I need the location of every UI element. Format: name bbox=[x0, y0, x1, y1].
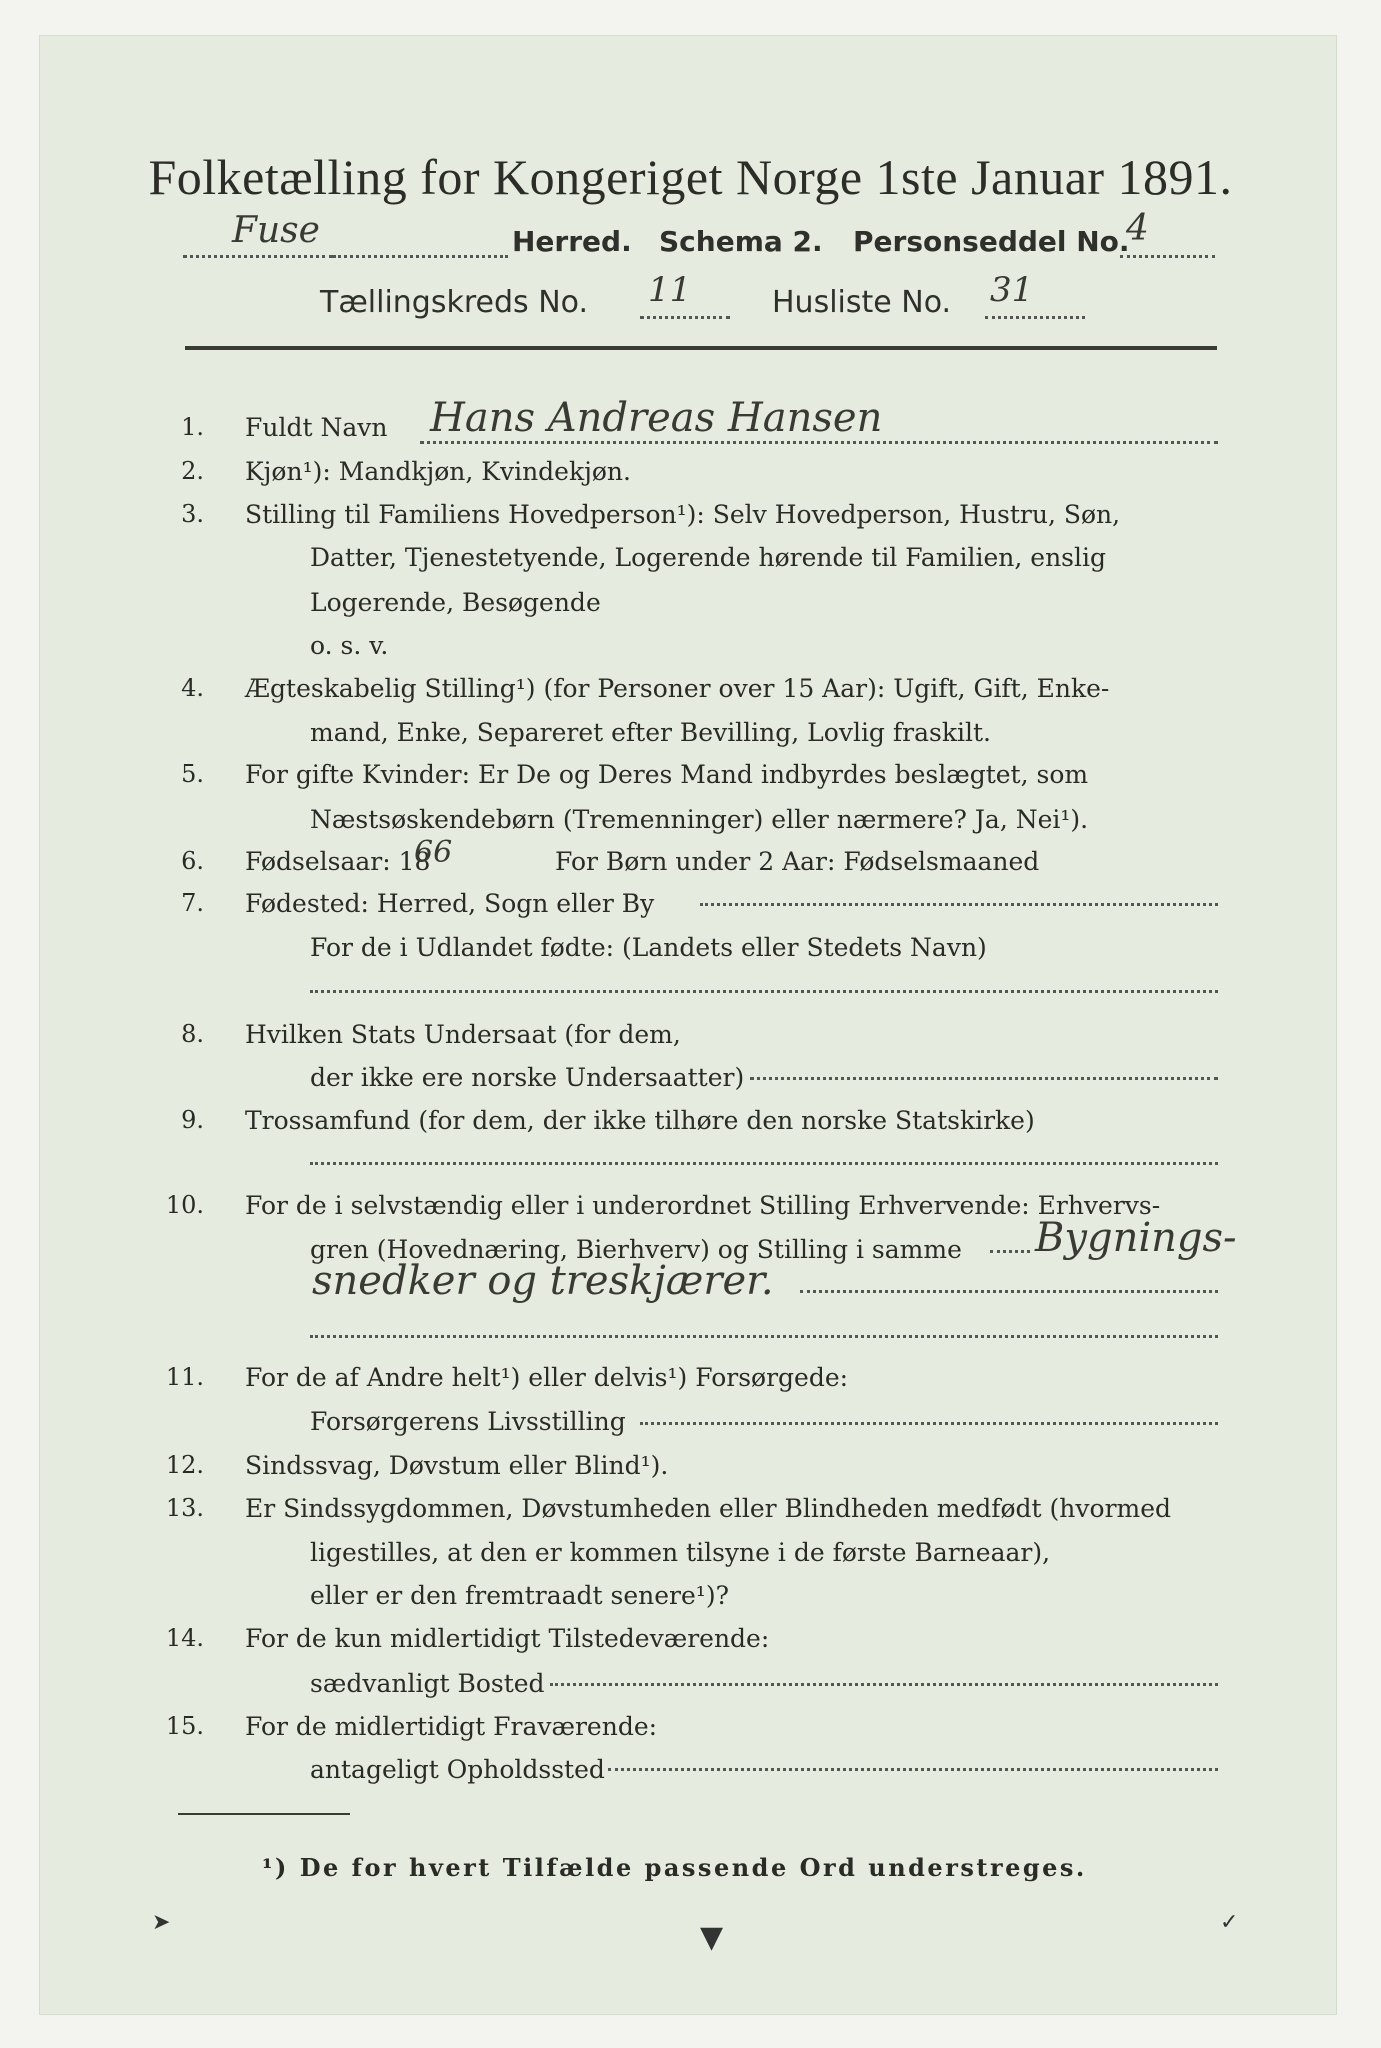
question-text: For de i Udlandet fødte: (Landets eller Stedets Navn) bbox=[310, 933, 987, 962]
question-number: 3. bbox=[181, 500, 204, 528]
question-text: Hvilken Stats Undersaat (for dem, bbox=[245, 1020, 681, 1049]
question-text: Kjøn¹): Mandkjøn, Kvindekjøn. bbox=[245, 457, 631, 486]
answer-dots bbox=[310, 1335, 1218, 1338]
footnote: ¹) De for hvert Tilfælde passende Ord understreges. bbox=[262, 1853, 1087, 1882]
question-number: 2. bbox=[181, 457, 204, 485]
question-number: 9. bbox=[181, 1106, 204, 1134]
question-number: 10. bbox=[165, 1191, 204, 1219]
personseddel-dots bbox=[1120, 255, 1215, 258]
question-text: Forsørgerens Livsstilling bbox=[310, 1407, 626, 1436]
personseddel-value: 4 bbox=[1126, 208, 1149, 249]
schema-label: Schema 2. bbox=[659, 225, 823, 258]
kreds-label: Tællingskreds No. bbox=[320, 285, 588, 320]
header-rule bbox=[185, 346, 1217, 350]
answer-dots bbox=[640, 1422, 1218, 1425]
question-number: 5. bbox=[181, 760, 204, 788]
question-text: Stilling til Familiens Hovedperson¹): Selv Hovedperson, Hustru, Søn, bbox=[245, 500, 1121, 529]
question-text: Logerende, Besøgende bbox=[310, 588, 601, 617]
question-text: For de midlertidigt Fraværende: bbox=[245, 1712, 658, 1741]
question-number: 1. bbox=[181, 413, 204, 441]
corner-mark-right: ✓ bbox=[1220, 1910, 1239, 1935]
question-text: Sindssvag, Døvstum eller Blind¹). bbox=[245, 1451, 669, 1480]
husliste-dots bbox=[985, 316, 1085, 319]
question-number: 4. bbox=[181, 674, 204, 702]
question-text: gren (Hovednæring, Bierhverv) og Stilling i samme bbox=[310, 1235, 962, 1264]
herred-label: Herred. bbox=[512, 225, 632, 258]
question-number: 14. bbox=[165, 1624, 204, 1652]
question-text: mand, Enke, Separeret efter Bevilling, Lovlig fraskilt. bbox=[310, 718, 991, 747]
question-text: For de i selvstændig eller i underordnet Stilling Erhvervende: Erhvervs- bbox=[245, 1191, 1161, 1220]
question-number: 13. bbox=[165, 1494, 204, 1522]
answer-dots bbox=[608, 1768, 1218, 1771]
question-text: sædvanligt Bosted bbox=[310, 1669, 545, 1698]
question-number: 8. bbox=[181, 1020, 204, 1048]
answer-dots bbox=[420, 441, 1218, 444]
question-text: der ikke ere norske Undersaatter) bbox=[310, 1063, 745, 1092]
question-number: 6. bbox=[181, 847, 204, 875]
herred-dots bbox=[183, 255, 333, 258]
answer-dots bbox=[550, 1683, 1218, 1686]
handwritten-answer: 66 bbox=[414, 835, 453, 870]
kreds-dots bbox=[640, 316, 730, 319]
question-text: o. s. v. bbox=[310, 631, 389, 660]
handwritten-answer: Bygnings- bbox=[1035, 1215, 1237, 1261]
question-text: Fuldt Navn bbox=[245, 413, 388, 442]
personseddel-label: Personseddel No. bbox=[853, 225, 1130, 258]
question-text: Datter, Tjenestetyende, Logerende hørende til Familien, enslig bbox=[310, 543, 1107, 572]
question-text: eller er den fremtraadt senere¹)? bbox=[310, 1581, 729, 1610]
answer-dots bbox=[310, 1162, 1218, 1165]
question-text: For Børn under 2 Aar: Fødselsmaaned bbox=[555, 847, 1040, 876]
question-text: For gifte Kvinder: Er De og Deres Mand indbyrdes beslægtet, som bbox=[245, 760, 1089, 789]
question-text: Er Sindssygdommen, Døvstumheden eller Blindheden medfødt (hvormed bbox=[245, 1494, 1172, 1523]
question-text: Trossamfund (for dem, der ikke tilhøre den norske Statskirke) bbox=[245, 1106, 1035, 1135]
form-title: Folketælling for Kongeriget Norge 1ste Januar 1891. bbox=[148, 149, 1233, 205]
question-text: Fødested: Herred, Sogn eller By bbox=[245, 889, 655, 918]
answer-dots bbox=[800, 1290, 1218, 1293]
census-form bbox=[40, 36, 1336, 2014]
question-text: Næstsøskendebørn (Tremenninger) eller nærmere? Ja, Nei¹). bbox=[310, 805, 1089, 834]
corner-mark-left: ➤ bbox=[152, 1910, 171, 1935]
question-text: For de kun midlertidigt Tilstedeværende: bbox=[245, 1624, 770, 1653]
kreds-value: 11 bbox=[648, 270, 692, 310]
handwritten-answer: Hans Andreas Hansen bbox=[430, 395, 883, 441]
herred-value: Fuse bbox=[232, 210, 320, 251]
question-text: ligestilles, at den er kommen tilsyne i de første Barneaar), bbox=[310, 1538, 1051, 1567]
herred-dots-2 bbox=[333, 255, 508, 258]
husliste-label: Husliste No. bbox=[772, 285, 952, 320]
question-text: Fødselsaar: 18 bbox=[245, 847, 431, 876]
answer-dots bbox=[750, 1077, 1218, 1080]
handwritten-answer-2: snedker og treskjærer. bbox=[312, 1258, 774, 1304]
center-mark: ▼ bbox=[700, 1920, 724, 1955]
question-text: Ægteskabelig Stilling¹) (for Personer over 15 Aar): Ugift, Gift, Enke- bbox=[245, 674, 1110, 703]
question-number: 12. bbox=[165, 1451, 204, 1479]
footnote-rule bbox=[178, 1813, 350, 1815]
question-number: 15. bbox=[165, 1712, 204, 1740]
question-number: 7. bbox=[181, 889, 204, 917]
question-text: antageligt Opholdssted bbox=[310, 1755, 605, 1784]
answer-dots bbox=[990, 1250, 1030, 1253]
answer-dots bbox=[700, 903, 1218, 906]
question-number: 11. bbox=[165, 1363, 204, 1391]
question-text: For de af Andre helt¹) eller delvis¹) Forsørgede: bbox=[245, 1363, 849, 1392]
answer-dots bbox=[310, 990, 1218, 993]
husliste-value: 31 bbox=[990, 270, 1034, 310]
